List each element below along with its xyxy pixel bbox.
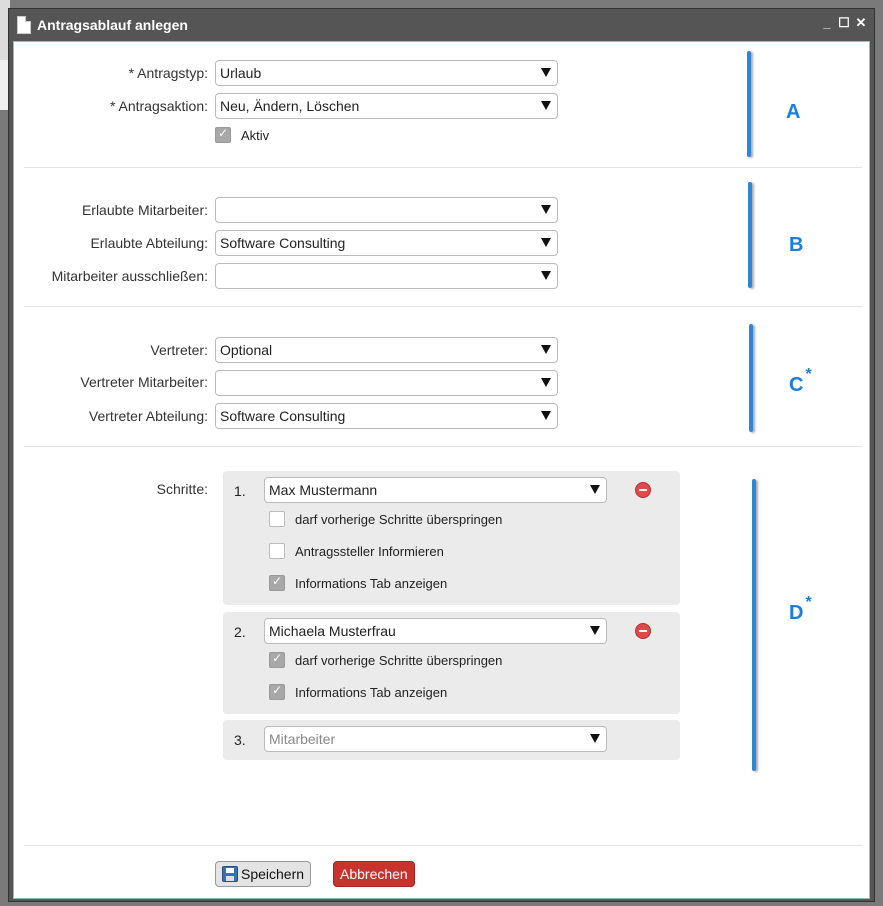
step-number: 1.: [234, 483, 246, 499]
vertreter-abteilung-label: Vertreter Abteilung:: [88, 408, 208, 424]
aktiv-checkbox[interactable]: [215, 127, 231, 143]
chevron-down-icon: [590, 626, 600, 635]
section-a-letter: A: [786, 101, 801, 123]
chevron-down-icon: [590, 734, 600, 743]
erlaubte-abteilung-label: Erlaubte Abteilung:: [90, 235, 208, 251]
dialog-title: Antragsablauf anlegen: [37, 17, 188, 33]
dialog-window: [8, 8, 875, 902]
divider: [24, 845, 862, 846]
schritte-label: Schritte:: [156, 481, 208, 497]
step-2-skip-label: darf vorherige Schritte überspringen: [295, 653, 503, 668]
step-1-skip-checkbox[interactable]: [269, 511, 285, 527]
vertreter-select[interactable]: [215, 337, 558, 363]
step-1-value: Max Mustermann: [269, 482, 378, 498]
chevron-down-icon: [541, 101, 551, 110]
aktiv-label: Aktiv: [241, 128, 270, 143]
vertreter-value: Optional: [220, 342, 273, 358]
vertreter-abteilung-select[interactable]: [215, 403, 558, 429]
mitarbeiter-ausschliessen-label: Mitarbeiter ausschließen:: [51, 268, 208, 284]
mitarbeiter-ausschliessen-select[interactable]: [215, 263, 558, 289]
step-1-skip-label: darf vorherige Schritte überspringen: [295, 512, 503, 527]
cancel-button[interactable]: [333, 861, 415, 887]
divider: [24, 167, 862, 168]
chevron-down-icon: [590, 485, 600, 494]
close-button[interactable]: ✕: [855, 15, 867, 30]
dialog-content: [13, 41, 870, 899]
erlaubte-mitarbeiter-label: Erlaubte Mitarbeiter:: [81, 202, 208, 218]
divider: [24, 306, 862, 307]
remove-step-icon[interactable]: [635, 623, 651, 639]
step-2-select[interactable]: [264, 618, 607, 644]
vertreter-mitarbeiter-label: Vertreter Mitarbeiter:: [80, 374, 208, 390]
vertreter-abteilung-value: Software Consulting: [220, 408, 346, 424]
chevron-down-icon: [541, 378, 551, 387]
section-d-letter: [789, 594, 812, 625]
section-a-bar: [747, 51, 751, 157]
antragsaktion-value: Neu, Ändern, Löschen: [220, 98, 360, 114]
vertreter-mitarbeiter-select[interactable]: [215, 370, 558, 396]
step-3-placeholder: Mitarbeiter: [269, 731, 336, 747]
antragstyp-label: * Antragstyp:: [128, 65, 208, 81]
step-2-value: Michaela Musterfrau: [269, 623, 396, 639]
step-2-infotab-label: Informations Tab anzeigen: [295, 685, 448, 700]
step-2-infotab-checkbox[interactable]: [269, 684, 285, 700]
cancel-button-label: Abbrechen: [340, 866, 408, 882]
dialog-titlebar[interactable]: [9, 9, 874, 41]
minimize-button[interactable]: _: [823, 15, 831, 30]
step-3-select[interactable]: [264, 726, 607, 752]
section-b-letter: B: [789, 234, 804, 256]
chevron-down-icon: [541, 238, 551, 247]
maximize-button[interactable]: ☐: [838, 15, 850, 30]
section-b-bar: [748, 182, 752, 288]
vertreter-label: Vertreter:: [150, 342, 208, 358]
section-c-bar: [749, 324, 753, 432]
step-card: [223, 612, 680, 714]
erlaubte-mitarbeiter-select[interactable]: [215, 197, 558, 223]
step-1-infotab-label: Informations Tab anzeigen: [295, 576, 448, 591]
chevron-down-icon: [541, 411, 551, 420]
section-d-bar: [752, 479, 756, 771]
section-c-letter: [789, 366, 812, 397]
step-1-infotab-checkbox[interactable]: [269, 575, 285, 591]
step-card: [223, 720, 680, 760]
antragsaktion-select[interactable]: [215, 93, 558, 119]
erlaubte-abteilung-value: Software Consulting: [220, 235, 346, 251]
section-c-marker: *: [805, 366, 812, 383]
step-1-select[interactable]: [264, 477, 607, 503]
divider: [24, 446, 862, 447]
section-c-letter-text: C: [789, 374, 804, 396]
antragstyp-select[interactable]: [215, 60, 558, 86]
step-number: 3.: [234, 732, 246, 748]
section-d-letter-text: D: [789, 602, 804, 624]
step-card: [223, 471, 680, 605]
step-number: 2.: [234, 624, 246, 640]
chevron-down-icon: [541, 271, 551, 280]
chevron-down-icon: [541, 205, 551, 214]
antragstyp-value: Urlaub: [220, 65, 262, 81]
document-icon: [17, 16, 31, 34]
chevron-down-icon: [541, 68, 551, 77]
erlaubte-abteilung-select[interactable]: [215, 230, 558, 256]
save-disk-icon: [222, 866, 238, 882]
chevron-down-icon: [541, 345, 551, 354]
section-d-marker: *: [805, 594, 812, 611]
remove-step-icon[interactable]: [635, 482, 651, 498]
step-2-skip-checkbox[interactable]: [269, 652, 285, 668]
save-button[interactable]: [215, 861, 311, 887]
antragsaktion-label: * Antragsaktion:: [109, 98, 208, 114]
step-1-inform-checkbox[interactable]: [269, 543, 285, 559]
save-button-label: Speichern: [241, 866, 305, 882]
step-1-inform-label: Antragssteller Informieren: [295, 544, 444, 559]
